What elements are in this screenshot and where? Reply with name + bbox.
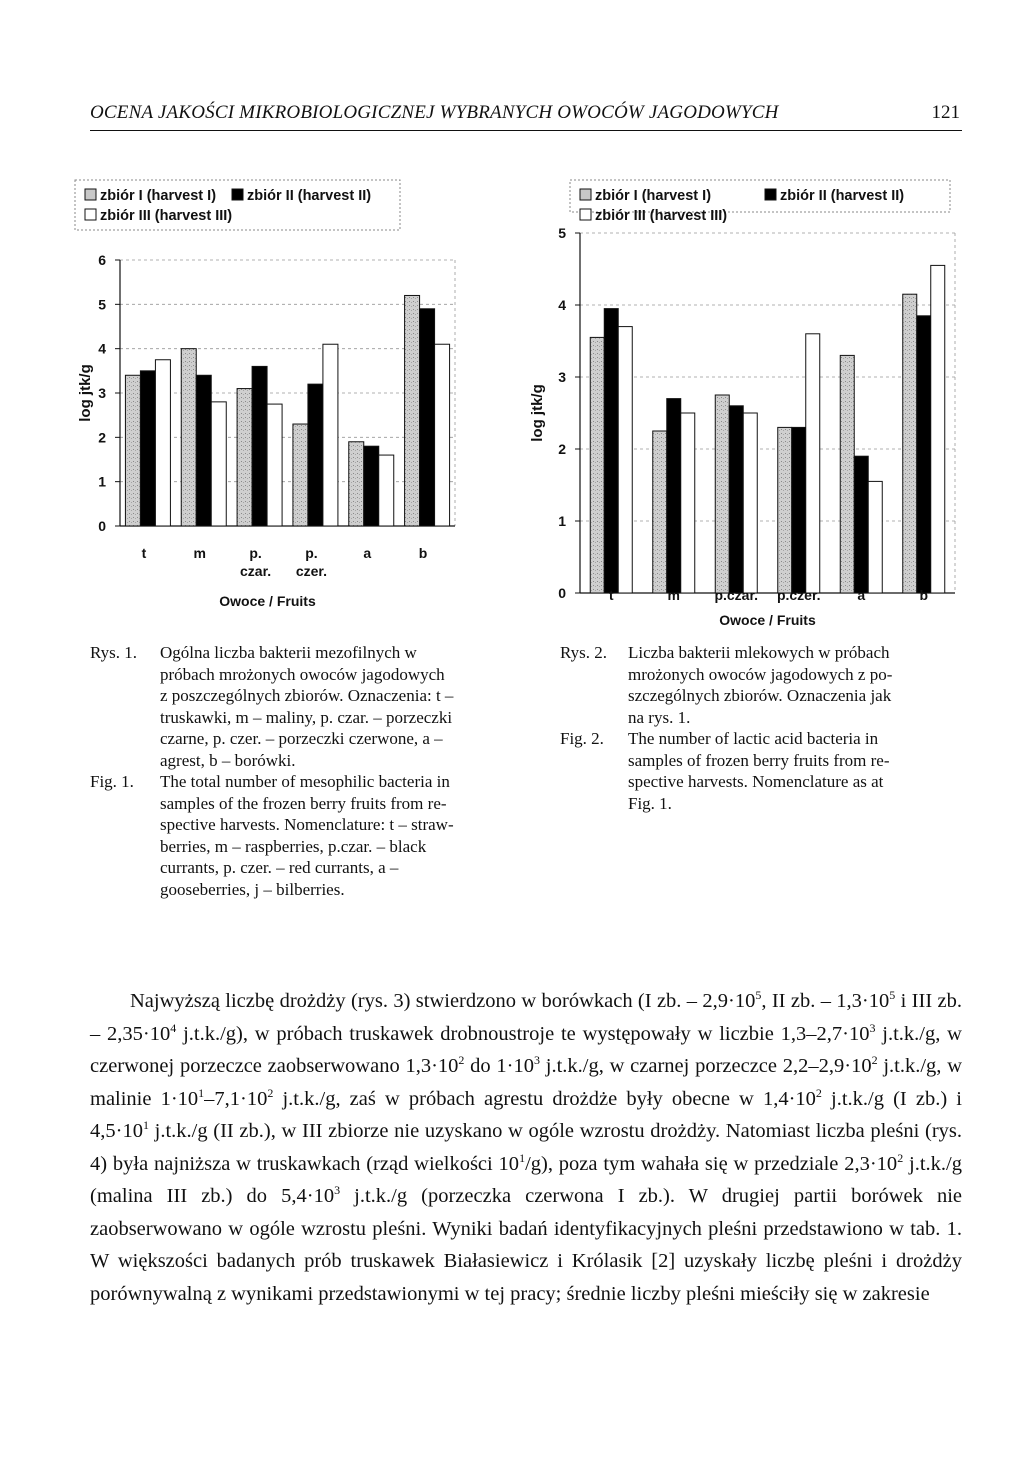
bar-3-3 bbox=[743, 413, 757, 593]
bar-3-2 bbox=[211, 402, 226, 526]
y-axis-label: log jtk/g bbox=[529, 384, 546, 442]
bar-1-5 bbox=[349, 442, 364, 526]
caption-rys1-line: Ogólna liczba bakterii mezofilnych w bbox=[160, 643, 417, 662]
x-tick-label: p.czar. bbox=[714, 587, 759, 603]
legend-label-2: zbiór II (harvest II) bbox=[780, 188, 905, 204]
running-header bbox=[90, 100, 962, 131]
bar-1-5 bbox=[840, 355, 854, 593]
x-tick-label: m bbox=[667, 587, 680, 603]
x-axis-label: Owoce / Fruits bbox=[219, 593, 316, 609]
bar-2-1 bbox=[604, 309, 618, 593]
bar-2-3 bbox=[729, 406, 743, 593]
y-tick-label: 4 bbox=[558, 297, 566, 313]
caption-label-rys1: Rys. 1. bbox=[90, 643, 138, 662]
legend-swatch-3 bbox=[85, 209, 96, 220]
y-tick-label: 0 bbox=[558, 585, 566, 601]
caption-fig2-line: The number of lactic acid bacteria in bbox=[628, 729, 879, 748]
y-tick-label: 1 bbox=[558, 513, 566, 529]
caption-rys2-line: mrożonych owoców jagodowych z po- bbox=[628, 664, 893, 684]
bar-2-6 bbox=[917, 316, 931, 593]
y-tick-label: 3 bbox=[558, 369, 566, 385]
legend-label-2: zbiór II (harvest II) bbox=[247, 188, 372, 204]
running-title: OCENA JAKOŚCI MIKROBIOLOGICZNEJ WYBRANYCH OWOCÓW JAGODOWYCH bbox=[90, 102, 779, 123]
caption-rys2-line: Liczba bakterii mlekowych w próbach bbox=[628, 643, 890, 662]
y-tick-label: 6 bbox=[98, 252, 106, 268]
caption-text-rys2 bbox=[628, 642, 960, 728]
x-tick-label: a bbox=[857, 587, 866, 603]
caption-fig1-line: currants, p. czer. – red currants, a – bbox=[160, 858, 399, 877]
legend-swatch-1 bbox=[85, 189, 96, 200]
figure-2-chart bbox=[520, 160, 970, 640]
caption-fig1-line: gooseberries, j – bilberries. bbox=[160, 879, 345, 899]
caption-fig1-line: The total number of mesophilic bacteria in bbox=[160, 772, 450, 791]
bar-3-3 bbox=[267, 404, 282, 526]
caption-fig2-line: spective harvests. Nomenclature as at bbox=[628, 772, 884, 791]
bar-2-4 bbox=[308, 384, 323, 526]
y-tick-label: 0 bbox=[98, 518, 106, 534]
caption-rys1-line: próbach mrożonych owoców jagodowych bbox=[160, 664, 445, 684]
x-axis-label: Owoce / Fruits bbox=[719, 612, 816, 628]
x-tick-label: t bbox=[141, 545, 147, 561]
caption-label-fig2: Fig. 2. bbox=[560, 729, 604, 748]
bar-1-1 bbox=[590, 337, 604, 593]
bar-3-5 bbox=[868, 481, 882, 593]
caption-rys1-line: z poszczególnych zbiorów. Oznaczenia: t – bbox=[160, 686, 454, 705]
y-tick-label: 5 bbox=[98, 296, 106, 313]
y-tick-label: 2 bbox=[558, 441, 566, 457]
caption-fig2-line: samples of frozen berry fruits from re- bbox=[628, 750, 890, 770]
caption-fig2-line: Fig. 1. bbox=[628, 793, 672, 813]
y-tick-label: 5 bbox=[558, 225, 566, 241]
y-axis-label: log jtk/g bbox=[77, 364, 94, 422]
legend-label-3: zbiór III (harvest III) bbox=[100, 208, 233, 224]
bar-2-3 bbox=[252, 366, 267, 526]
bar-1-4 bbox=[778, 427, 792, 593]
x-tick-label: a bbox=[363, 545, 372, 561]
caption-fig1-line: samples of the frozen berry fruits from re- bbox=[160, 793, 447, 813]
bar-1-6 bbox=[405, 295, 420, 526]
legend-label-3: zbiór III (harvest III) bbox=[595, 208, 728, 224]
caption-rys2-line: szczególnych zbiorów. Oznaczenia jak bbox=[628, 686, 892, 705]
legend-label-1: zbiór I (harvest I) bbox=[100, 188, 217, 204]
caption-label-fig1: Fig. 1. bbox=[90, 772, 134, 791]
caption-label-rys2: Rys. 2. bbox=[560, 643, 608, 662]
bar-3-5 bbox=[379, 455, 394, 526]
bar-1-1 bbox=[125, 375, 140, 526]
caption-rys1-line: agrest, b – borówki. bbox=[160, 750, 296, 770]
body-paragraph: Najwyższą liczbę drożdży (rys. 3) stwierdzono w borówkach (I zb. – $2,9\cdot 10^5$, II zb. – $1,3\cdot 10^5$ i III zb. – $2,35\cdot 10^4$ j.t.k./g), w próbach truskawek drobnoustroje te występowały w liczbie $1,3-2,7\cdot 10^3$ j.t.k./g, w czerwonej porzeczce zaobserwowano $1,3\cdot 10^2$ do $1\cdot 10^3$ j.t.k./g, w czarnej porzeczce $2,2-2,9\cdot 10^2$ j.t.k./g, w malinie $1\cdot 10^1-7,1\cdot 10^2$ j.t.k./g, zaś w próbach agrestu drożdże były obecne w $1,4\cdot 10^2$ j.t.k./g (I zb.) i $4,5\cdot 10^1$ j.t.k./g (II zb.), w III zbiorze nie uzyskano w ogóle wzrostu drożdży. Natomiast liczba pleśni (rys. 4) była najniższa w truskawkach (rząd wielkości $10^1/g$), poza tym wahała się w przedziale $2,3\cdot 10^2$ j.t.k./g (malina III zb.) do $5,4\cdot 10^3$ j.t.k./g (porzeczka czerwona I zb.). W drugiej partii borówek nie zaobserwowano w ogóle wzrostu pleśni. Wyniki badań identyfikacyjnych pleśni przedstawiono w tab. 1. W większości badanych prób truskawek Białasiewicz i Królasik [2] uzyskały liczbę pleśni i drożdży porównywalną z wynikami przedstawionymi w tej pracy; średnie liczby pleśni mieściły się w zakresie bbox=[90, 988, 962, 1305]
legend-swatch-2 bbox=[765, 189, 776, 200]
bar-2-2 bbox=[196, 375, 211, 526]
caption-fig1-line: berries, m – raspberries, p.czar. – black bbox=[160, 836, 427, 856]
x-tick-label: b bbox=[418, 545, 428, 561]
bar-2-2 bbox=[667, 399, 681, 593]
caption-rys2-line: na rys. 1. bbox=[628, 707, 691, 727]
chart1-svg bbox=[60, 160, 480, 620]
x-tick-label: czer. bbox=[295, 563, 327, 579]
caption-fig1-line: spective harvests. Nomenclature: t – straw- bbox=[160, 815, 454, 834]
legend-label-1: zbiór I (harvest I) bbox=[595, 188, 712, 204]
bar-2-5 bbox=[854, 456, 868, 593]
y-tick-label: 1 bbox=[98, 473, 106, 490]
bar-2-1 bbox=[140, 371, 155, 526]
bar-1-3 bbox=[715, 395, 729, 593]
bar-3-4 bbox=[806, 334, 820, 593]
figure-1-chart bbox=[60, 160, 480, 620]
bar-2-4 bbox=[792, 427, 806, 593]
caption-rys1-line: czarne, p. czer. – porzeczki czerwone, a – bbox=[160, 729, 443, 748]
bar-1-3 bbox=[237, 389, 252, 526]
chart2-svg bbox=[520, 160, 970, 640]
bar-1-4 bbox=[293, 424, 308, 526]
x-tick-label: czar. bbox=[240, 563, 272, 579]
x-tick-label: p.czer. bbox=[776, 587, 821, 603]
bar-1-2 bbox=[653, 431, 667, 593]
y-tick-label: 3 bbox=[98, 385, 106, 401]
x-tick-label: b bbox=[919, 587, 929, 603]
x-tick-label: m bbox=[193, 545, 206, 561]
bar-3-4 bbox=[323, 344, 338, 526]
bar-3-1 bbox=[618, 327, 632, 593]
bar-2-6 bbox=[420, 309, 435, 526]
bar-2-5 bbox=[364, 446, 379, 526]
bar-3-6 bbox=[435, 344, 450, 526]
x-tick-label: t bbox=[608, 587, 614, 603]
legend-swatch-3 bbox=[580, 209, 591, 220]
bar-3-1 bbox=[155, 360, 170, 526]
caption-text-rys1 bbox=[160, 642, 515, 771]
caption-rys1-line: truskawki, m – maliny, p. czar. – porzeczki bbox=[160, 707, 453, 727]
bar-3-2 bbox=[681, 413, 695, 593]
bar-1-2 bbox=[181, 349, 196, 526]
legend-swatch-1 bbox=[580, 189, 591, 200]
bar-1-6 bbox=[903, 294, 917, 593]
y-tick-label: 2 bbox=[98, 429, 106, 446]
legend-swatch-2 bbox=[232, 189, 243, 200]
x-tick-label: p. bbox=[305, 545, 318, 561]
caption-text-fig2 bbox=[628, 728, 960, 814]
page-number: 121 bbox=[931, 102, 960, 123]
x-tick-label: p. bbox=[249, 545, 262, 561]
bar-3-6 bbox=[931, 265, 945, 593]
caption-text-fig1 bbox=[160, 771, 515, 900]
y-tick-label: 4 bbox=[98, 340, 106, 357]
